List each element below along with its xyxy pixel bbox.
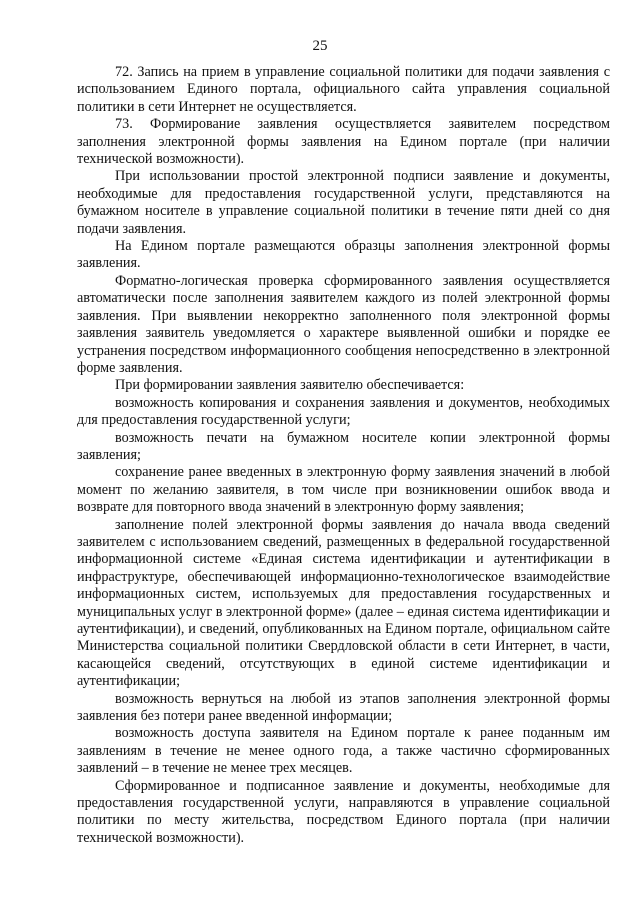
paragraph-form-samples: На Едином портале размещаются образцы заполнения электронной формы заявления. — [77, 238, 610, 272]
list-item-prefill: заполнение полей электронной формы заявления до начала ввода сведений заявителем с использованием сведений, размещенных в федеральной государственной информационной системе «Единая система идентификации и аутентификации в инфраструктуре, обеспечивающей информационно-технологическое взаимодействие информационных систем, используемых для предоставления государственных и муниципальных услуг в электронной форме» (далее – единая система идентификации и аутентификации), и сведений, опубликованных на Едином портале, официальном сайте Министерства социальной политики Свердловской области в сети Интернет, в части, касающейся сведений, отсутствующих в единой системе идентификации и аутентификации; — [77, 516, 610, 690]
page-number: 25 — [312, 38, 328, 54]
paragraph-format-check: Форматно-логическая проверка сформированного заявления осуществляется автоматически после заполнения заявителем каждого из полей электронной формы заявления. При выявлении некорректно заполненного поля электронной формы заявления заявитель уведомляется о характере выявленной ошибки и порядке ее устранения посредством информационного сообщения непосредственно в электронной форме заявления. — [77, 272, 610, 376]
paragraph-provided-features: При формировании заявления заявителю обеспечивается: — [115, 377, 465, 394]
list-item-print: возможность печати на бумажном носителе копии электронной формы заявления; — [77, 429, 610, 463]
paragraph-73: 73. Формирование заявления осуществляется заявителем посредством заполнения электронной формы заявления на Едином портале (при наличии технической возможности). — [77, 116, 610, 168]
list-item-access-history: возможность доступа заявителя на Едином портале к ранее поданным им заявлениям в течение не менее одного года, а также частично сформированных заявлений – в течение не менее трех месяцев. — [77, 725, 610, 777]
list-item-return-step: возможность вернуться на любой из этапов заполнения электронной формы заявления без потери ранее введенной информации; — [77, 690, 610, 725]
paragraph-72: 72. Запись на прием в управление социальной политики для подачи заявления с использованием Единого портала, официального сайта управления социальной политики в сети Интернет не осуществляется. — [77, 64, 610, 115]
document-body — [77, 64, 610, 847]
list-item-save-values: сохранение ранее введенных в электронную форму заявления значений в любой момент по желанию заявителя, в том числе при возникновении ошибок ввода и возврате для повторного ввода значений в электронную форму заявления; — [77, 464, 610, 516]
paragraph-submission: Сформированное и подписанное заявление и документы, необходимые для предоставления государственной услуги, направляются в управление социальной политики по месту жительства, посредством Единого портала (при наличии технической возможности). — [77, 777, 610, 846]
list-item-copy-save: возможность копирования и сохранения заявления и документов, необходимых для предоставления государственной услуги; — [77, 394, 610, 429]
paragraph-electronic-signature: При использовании простой электронной подписи заявление и документы, необходимые для предоставления государственной услуги, представляются на бумажном носителе в управление социальной политики в течение пяти дней со дня подачи заявления. — [77, 168, 610, 237]
